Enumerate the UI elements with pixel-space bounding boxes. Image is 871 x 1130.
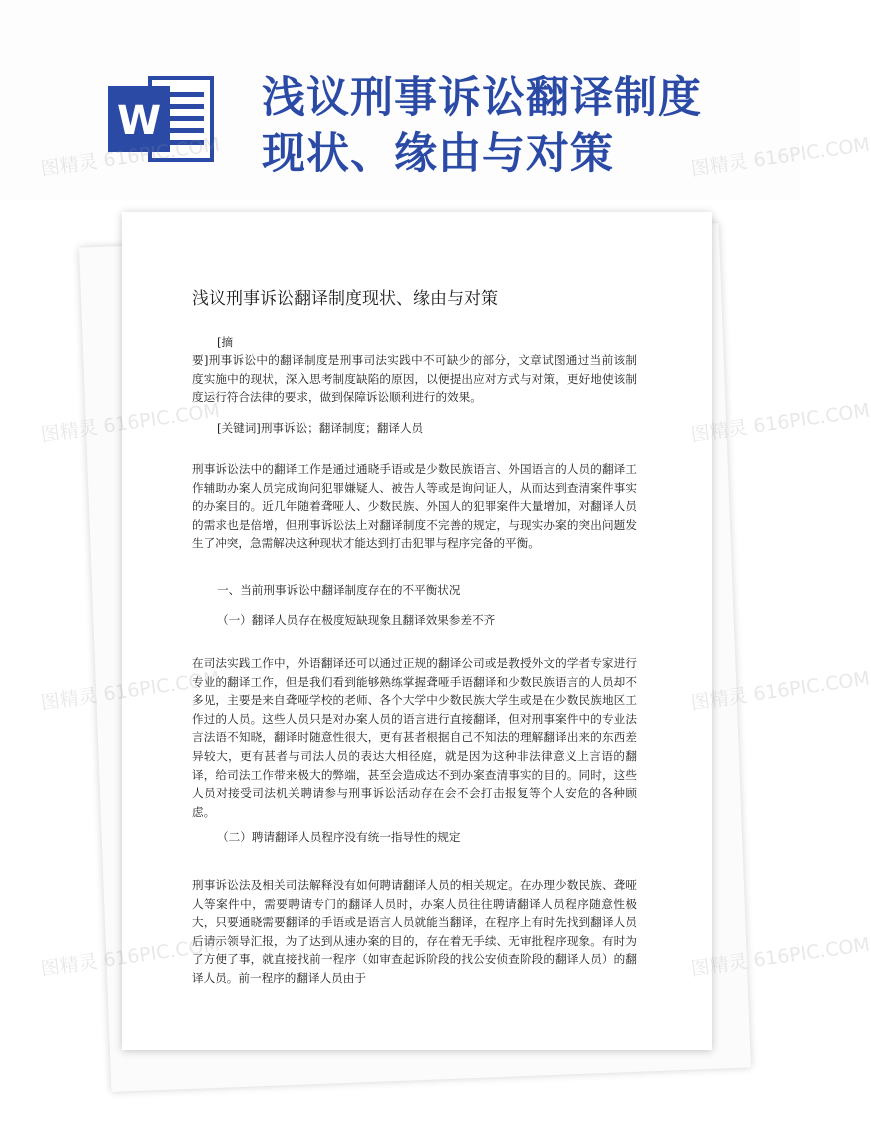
banner-title-line-2: 现状、缘由与对策 — [262, 129, 614, 179]
watermark: 图精灵 616PIC.COM — [39, 399, 222, 447]
keywords-line: [关键词]刑事诉讼；翻译制度；翻译人员 — [217, 421, 424, 435]
body-paragraph-3: 刑事诉讼法及相关司法解释没有如何聘请翻译人员的相关规定。在办理少数民族、聋哑人等案件中，需要聘请专门的翻译人员时，办案人员往往聘请翻译人员程序随意性极大，只要通晓需要翻译的手语或是语言人员就能当翻译，在程序上有时先找到翻译人员后请示领导汇报，为了达到从速办案的目的，存在着无手续、无审批程序现象。有时为了方便了事，就直接找前一程序（如审查起诉阶段的找公安侦查阶段的翻译人员）的翻译人员。前一程序的翻译人员由于 — [192, 878, 637, 985]
body-paragraph-1: 刑事诉讼法中的翻译工作是通过通晓手语或是少数民族语言、外国语言的人员的翻译工作辅助办案人员完成询问犯罪嫌疑人、被告人等或是询问证人，从而达到查清案件事实的办案目的。近几年随着聋哑人、少数民族、外国人的犯罪案件大量增加，对翻译人员的需求也是倍增，但刑事诉讼法上对翻译制度不完善的规定，与现实办案的突出问题发生了冲突，急需解决这种现状才能达到打击犯罪与程序完备的平衡。 — [192, 462, 637, 551]
watermark: 图精灵 616PIC.COM — [689, 933, 871, 981]
watermark: 图精灵 616PIC.COM — [39, 667, 222, 715]
watermark: 图精灵 616PIC.COM — [39, 133, 222, 181]
watermark: 图精灵 616PIC.COM — [689, 667, 871, 715]
watermark: 图精灵 616PIC.COM — [39, 933, 222, 981]
subsection-heading-1: （一）翻译人员存在极度短缺现象且翻译效果参差不齐 — [217, 613, 496, 627]
header-banner — [0, 0, 800, 200]
abstract-paragraph: 要]刑事诉讼中的翻译制度是刑事司法实践中不可缺少的部分，文章试图通过当前该制度实施中的现状，深入思考制度缺陷的原因，以便提出应对方式与对策，更好地使该制度运行符合法律的要求，做到保障诉讼顺利进行的效果。 — [192, 353, 637, 405]
watermark: 图精灵 616PIC.COM — [689, 399, 871, 447]
body-paragraph-2: 在司法实践工作中，外语翻译还可以通过正规的翻译公司或是教授外文的学者专家进行专业的翻译工作，但是我们看到能够熟练掌握聋哑手语翻译和少数民族语言的人员却不多见，主要是来自聋哑学校的老师、各个大学中少数民族大学生或是在少数民族地区工作过的人员。这些人员只是对办案人员的语言进行直接翻译，但对刑事案件中的专业法言法语不知晓，翻译时随意性很大，更有甚者根据自己不知法的理解翻译出来的东西差异较大，更有甚者与司法人员的表达大相径庭，就是因为这种非法律意义上言语的翻译，给司法工作带来极大的弊端，甚至会造成达不到办案查清事实的目的。同时，这些人员对接受司法机关聘请参与刑事诉讼活动存在会不会打击报复等个人安危的各种顾虑。 — [192, 656, 637, 819]
abstract-lead: [摘 — [217, 335, 234, 349]
subsection-heading-2: （二）聘请翻译人员程序没有统一指导性的规定 — [217, 830, 461, 844]
section-heading-1: 一、当前刑事诉讼中翻译制度存在的不平衡状况 — [217, 583, 461, 597]
document-page — [122, 212, 712, 1050]
banner-title-line-1: 浅议刑事诉讼翻译制度 — [262, 73, 702, 123]
watermark: 图精灵 616PIC.COM — [689, 133, 871, 181]
document-title: 浅议刑事诉讼翻译制度现状、缘由与对策 — [192, 289, 498, 309]
word-document-icon — [106, 72, 218, 166]
word-icon-letter: W — [116, 98, 162, 144]
